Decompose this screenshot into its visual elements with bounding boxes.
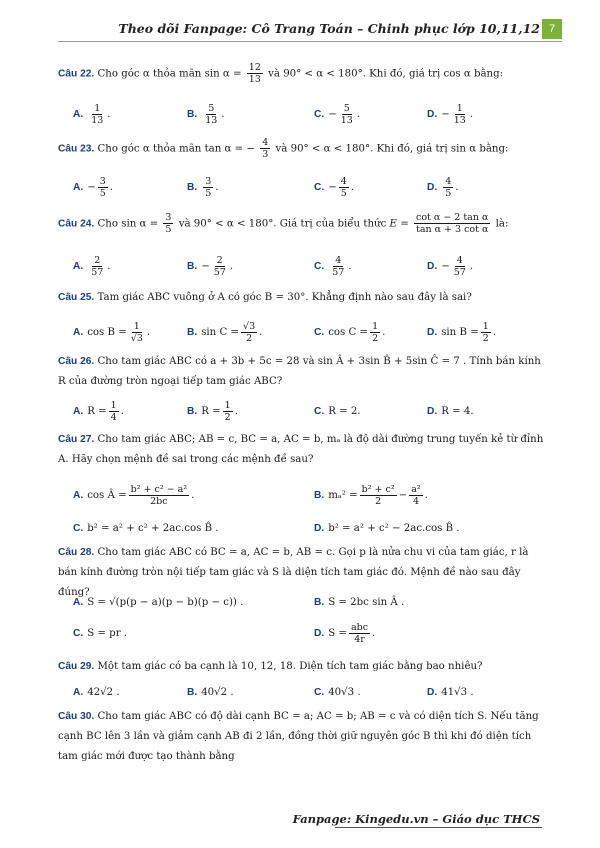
option-d[interactable]: D. − $\frac{1}{13}$ .	[427, 102, 474, 126]
question-22	[58, 62, 548, 85]
question-label: Câu 29.	[58, 661, 95, 672]
options-25	[73, 318, 543, 346]
option-a[interactable]: A. $\frac{1}{13}$ .	[73, 102, 111, 126]
options-26	[73, 397, 543, 425]
option-b[interactable]: B. sin C = $\frac{√3}{2}$ .	[187, 320, 263, 344]
header-title: Theo dõi Fanpage: Cô Trang Toán – Chinh phục lớp 10,11,12	[118, 21, 540, 36]
option-c[interactable]: C. 40√3 .	[314, 686, 361, 698]
options-24	[73, 252, 543, 280]
option-d[interactable]: D. 41√3 .	[427, 686, 474, 698]
header-rule	[58, 41, 562, 42]
question-27	[58, 430, 548, 470]
question-text: Cho góc α thỏa mãn tan α = −	[97, 143, 255, 155]
question-23	[58, 137, 548, 160]
question-text: và 90° < α < 180°. Giá trị của biểu thức	[178, 218, 387, 230]
expression-label: E =	[389, 218, 409, 230]
option-c[interactable]: C. b² = a² + c² + 2ac.cos B̂ .	[73, 522, 219, 534]
page-footer: Fanpage: Kingedu.vn – Giáo dục THCS	[292, 812, 540, 826]
question-text: Tam giác ABC vuông ở A có góc B = 30°. Khẳng định nào sau đây là sai?	[97, 292, 472, 303]
question-text: Cho tam giác ABC có a + 3b + 5c = 28 và sin Â + 3sin B̂ + 5sin Ĉ = 7 . Tính bán kính R của đường tròn ngoại tiếp tam giác ABC?	[58, 356, 541, 387]
question-text: Cho tam giác ABC; AB = c, BC = a, AC = b, mₐ là độ dài đường trung tuyến kẻ từ đỉnh A. Hãy chọn mệnh đề sai trong các mệnh đề sau?	[58, 434, 544, 465]
question-30	[58, 707, 548, 767]
page-header	[0, 19, 600, 41]
fraction: $\frac{12}{13}$	[248, 62, 261, 85]
question-text: và 90° < α < 180°. Khi đó, giá trị sin α bằng:	[275, 143, 509, 155]
fraction: $\frac{4}{3}$	[262, 137, 269, 160]
options-27-row2	[73, 514, 543, 542]
options-29	[73, 678, 543, 706]
option-c[interactable]: C. cos C = $\frac{1}{2}$ .	[314, 320, 386, 344]
option-b[interactable]: B. $\frac{5}{13}$ .	[187, 102, 225, 126]
option-b[interactable]: B. 40√2 .	[187, 686, 234, 698]
question-label: Câu 28.	[58, 547, 95, 558]
footer-rule	[335, 827, 542, 828]
question-label: Câu 23.	[58, 143, 95, 155]
option-a[interactable]: A. S = √(p(p − a)(p − b)(p − c)) .	[73, 596, 244, 608]
option-d[interactable]: D. b² = a² + c² − 2ac.cos B̂ .	[314, 522, 460, 534]
question-text: Cho tam giác ABC có độ dài cạnh BC = a; AC = b; AB = c và có diện tích S. Nếu tăng cạnh BC lên 3 lần và giảm cạnh AB đi 2 lần, đồng thời giữ nguyên góc B thì khi đó diện tích tam giác mới được tạo thành bằng	[58, 711, 539, 762]
question-label: Câu 25.	[58, 292, 95, 303]
question-label: Câu 26.	[58, 356, 95, 367]
option-c[interactable]: C. − $\frac{4}{5}$ .	[314, 175, 355, 199]
option-c[interactable]: C. $\frac{4}{57}$ .	[314, 254, 352, 278]
option-a[interactable]: A. $\frac{2}{57}$ .	[73, 254, 111, 278]
option-a[interactable]: A. R = $\frac{1}{4}$ .	[73, 399, 124, 423]
option-a[interactable]: A. 42√2 .	[73, 686, 120, 698]
option-d[interactable]: D. R = 4.	[427, 405, 474, 417]
option-c[interactable]: C. − $\frac{5}{13}$ .	[314, 102, 361, 126]
options-27-row1	[73, 479, 543, 511]
question-26	[58, 352, 548, 392]
option-c[interactable]: C. R = 2.	[314, 405, 361, 417]
fraction: $\frac{3}{5}$	[165, 212, 172, 235]
option-a[interactable]: A. − $\frac{3}{5}$ .	[73, 175, 114, 199]
option-c[interactable]: C. S = pr .	[73, 627, 128, 639]
question-text: Một tam giác có ba cạnh là 10, 12, 18. Diện tích tam giác bằng bao nhiêu?	[97, 661, 483, 672]
option-b[interactable]: B. R = $\frac{1}{2}$ .	[187, 399, 238, 423]
option-d[interactable]: D. S = $\frac{\text{abc}}{4r}$ .	[314, 621, 376, 645]
option-a[interactable]: A. cos Â = $\frac{\text{b² + c² − a²}}{2bc}$ .	[73, 483, 195, 507]
option-b[interactable]: B. mₐ² = $\frac{\text{b² + c²}}{2}$ − $\frac{\text{a²}}{4}$ .	[314, 483, 428, 507]
option-d[interactable]: D. − $\frac{4}{57}$ .	[427, 254, 474, 278]
question-text: và 90° < α < 180°. Khi đó, giá trị cos α bằng:	[268, 68, 504, 80]
question-text: Cho tam giác ABC có BC = a, AC = b, AB = c. Gọi p là nửa chu vi của tam giác, r là bán kính đường tròn nội tiếp tam giác và S là diện tích tam giác đó. Mệnh đề nào sau đây đúng?	[58, 547, 529, 598]
question-label: Câu 22.	[58, 68, 95, 80]
option-a[interactable]: A. cos B = $\frac{1}{√3}$ .	[73, 320, 151, 344]
option-d[interactable]: D. $\frac{4}{5}$ .	[427, 175, 459, 199]
question-29	[58, 658, 548, 675]
fraction: $\frac{\text{cot α − 2 tan α}}{\text{tan α + 3 cot α}}$	[416, 212, 489, 235]
option-d[interactable]: D. sin B = $\frac{1}{2}$ .	[427, 320, 497, 344]
question-label: Câu 24.	[58, 218, 95, 230]
options-22	[73, 100, 543, 128]
page-number: 7	[542, 19, 562, 39]
option-b[interactable]: B. $\frac{3}{5}$ .	[187, 175, 219, 199]
question-label: Câu 27.	[58, 434, 95, 445]
option-b[interactable]: B. − $\frac{2}{57}$ .	[187, 254, 234, 278]
options-23	[73, 173, 543, 201]
question-24	[58, 212, 548, 235]
option-b[interactable]: B. S = 2bc sin Â .	[314, 596, 405, 608]
question-label: Câu 30.	[58, 711, 95, 722]
question-25	[58, 289, 548, 306]
options-28-row2	[73, 619, 543, 647]
question-text: là:	[495, 218, 509, 230]
options-28-row1	[73, 588, 543, 616]
question-text: Cho góc α thỏa mãn sin α =	[97, 68, 242, 80]
question-text: Cho sin α =	[97, 218, 159, 230]
